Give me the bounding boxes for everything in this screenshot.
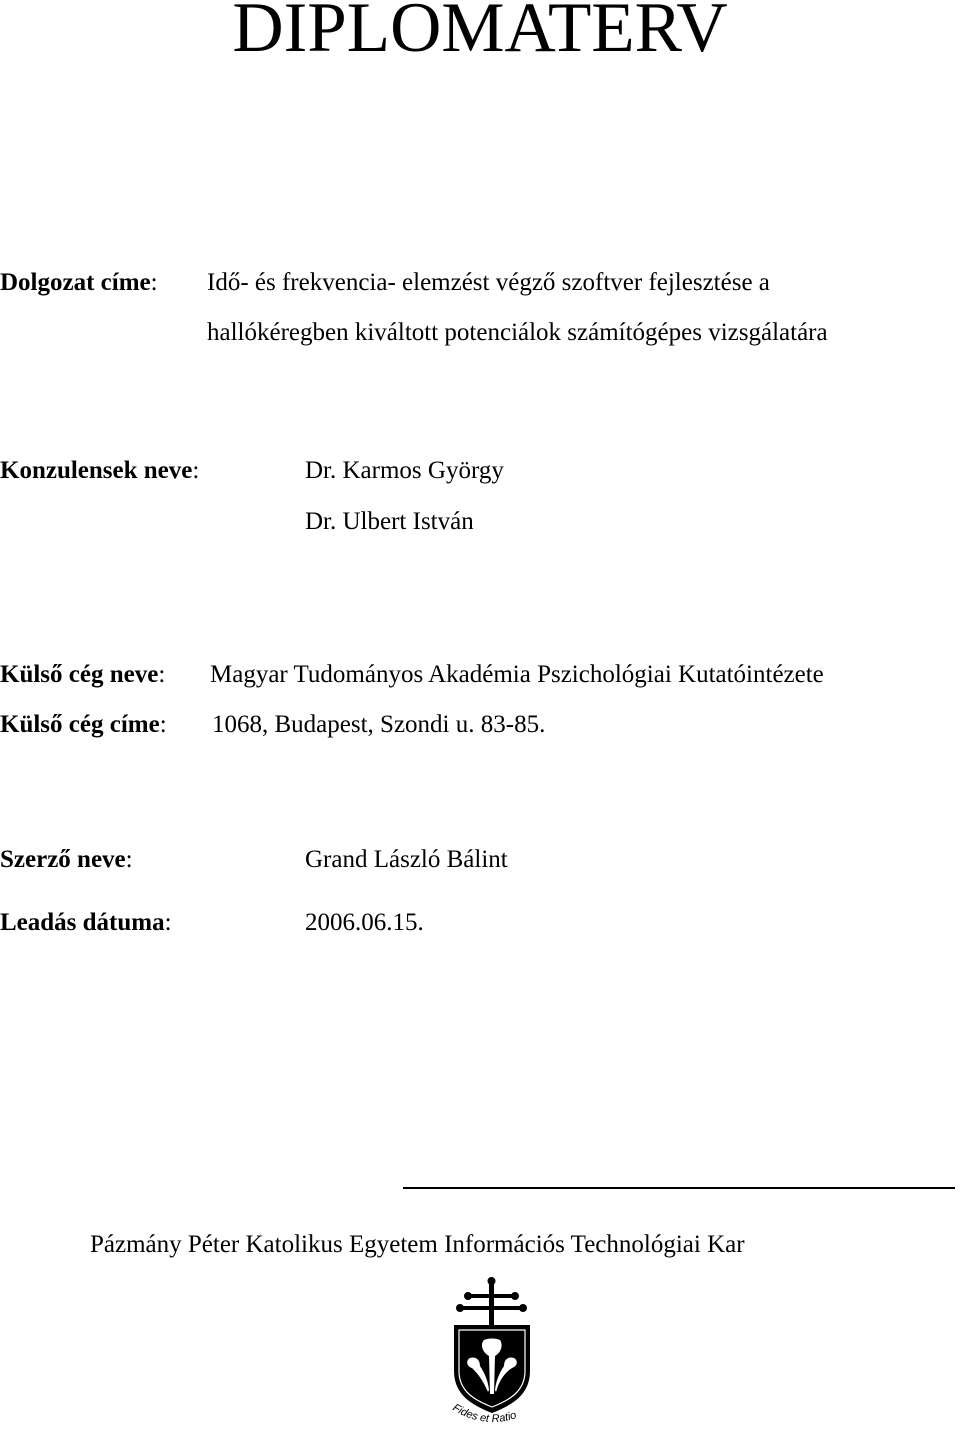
document-title: DIPLOMATERV — [232, 0, 728, 67]
university-crest-logo — [432, 1276, 552, 1432]
company-name-value: Magyar Tudományos Akadémia Pszichológiai Kutatóintézete — [210, 661, 824, 688]
company-address-value: 1068, Budapest, Szondi u. 83-85. — [212, 711, 546, 738]
company-address-label-text: Külső cég címe — [0, 711, 160, 738]
colon: : — [164, 909, 172, 936]
author-label-text: Szerző neve — [0, 846, 126, 873]
author-label — [0, 845, 133, 875]
colon: : — [125, 846, 133, 873]
date-label-text: Leadás dátuma — [0, 909, 165, 936]
thesis-title-line-2: hallókéregben kiváltott potenciálok számítógépes vizsgálatára — [207, 319, 828, 346]
thesis-label — [0, 268, 158, 298]
consultant-name-1: Dr. Karmos György — [305, 457, 504, 484]
colon: : — [192, 457, 200, 484]
author-value: Grand László Bálint — [305, 846, 508, 873]
consultant-name-2: Dr. Ulbert István — [305, 508, 474, 535]
colon: : — [150, 269, 158, 296]
date-label — [0, 908, 172, 938]
divider-line — [403, 1187, 955, 1189]
thesis-title-line-1: Idő- és frekvencia- elemzést végző szoftver fejlesztése a — [207, 269, 770, 296]
consultants-label — [0, 456, 199, 486]
company-address-label — [0, 710, 167, 740]
company-name-label-text: Külső cég neve — [0, 661, 159, 688]
colon: : — [158, 661, 166, 688]
date-value: 2006.06.15. — [305, 909, 424, 936]
university-name: Pázmány Péter Katolikus Egyetem Információs Technológiai Kar — [90, 1231, 745, 1258]
consultants-label-text: Konzulensek neve — [0, 457, 193, 484]
logo-motto: Fides et Ratio — [450, 1401, 518, 1426]
company-name-label — [0, 660, 165, 690]
thesis-label-text: Dolgozat címe — [0, 269, 151, 296]
colon: : — [159, 711, 167, 738]
